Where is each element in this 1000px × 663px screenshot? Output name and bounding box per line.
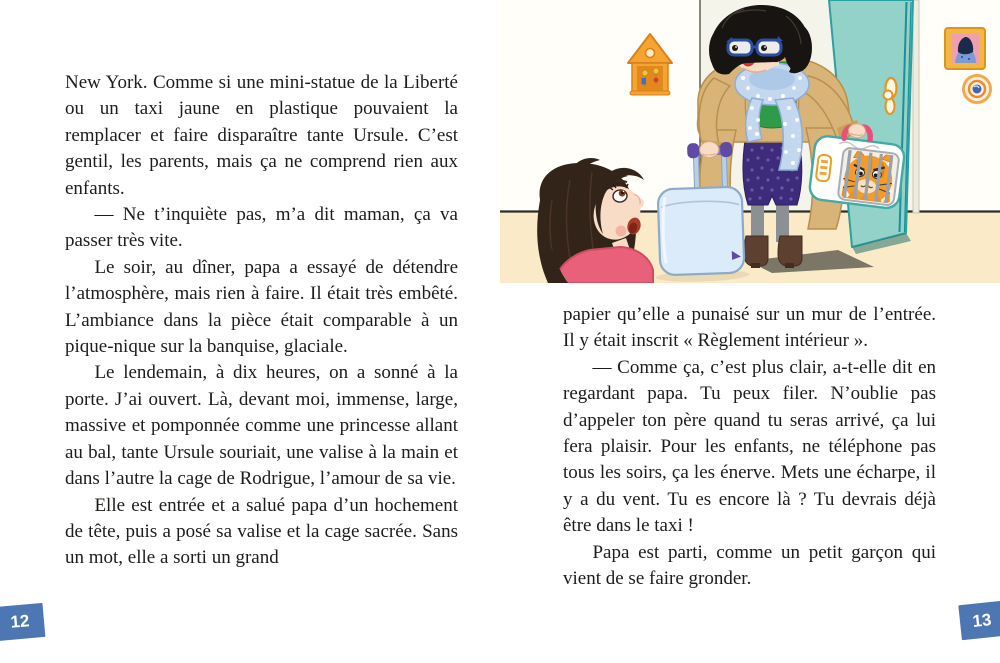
- wall-ornament: [964, 76, 991, 103]
- door-frame: [913, 0, 919, 213]
- page-number-badge-right: [958, 601, 1000, 640]
- picture-frame: [945, 28, 985, 69]
- paragraph: Papa est parti, comme un petit garçon qui vient de se faire gronder.: [563, 541, 936, 590]
- paragraph: Le lendemain, à dix heures, on a sonné à la porte. J’ai ouvert. Là, devant moi, immense, large, massive et pomponnée comme une princesse allant au bal, tante Ursule souriait, une valise à la main et dans l’autre la cage de Rodrigue, l’amour de sa vie.: [65, 362, 458, 490]
- illustration: [500, 0, 1000, 283]
- paragraph: New York. Comme si une mini-statue de la Liberté ou un taxi jaune en plastique pouvaient la remplacer et faire disparaître tante Ursule. C’est gentil, les parents, mais ça ne comprend rien aux enfants.: [65, 72, 458, 199]
- page-number-badge-left: [0, 603, 45, 641]
- right-page-text: [563, 302, 936, 592]
- left-page-text: [65, 70, 458, 572]
- paragraph: papier qu’elle a punaisé sur un mur de l’entrée. Il y était inscrit « Règlement intérieur ».: [563, 304, 936, 352]
- paragraph: — Comme ça, c’est plus clair, a-t-elle dit en regardant papa. Tu peux filer. N’oublie pas d’appeler ton père quand tu seras arrivé, ça lui fera plaisir. Pour les enfants, ne téléphone pas tous les soirs, ça les énerve. Mets une écharpe, il y a du vent. Tu es encore là ? Tu devrais déjà être dans le taxi !: [563, 356, 936, 537]
- paragraph: Le soir, au dîner, papa a essayé de détendre l’atmosphère, mais rien à faire. Il était très embêté. L’ambiance dans la pièce était comparable à un pique-nique sur la banquise, glaciale.: [65, 256, 458, 358]
- paragraph: Elle est entrée et a salué papa d’un hochement de tête, puis a posé sa valise et la cage sacrée. Sans un mot, elle a sorti un grand: [65, 494, 458, 569]
- door-handle: [884, 78, 897, 114]
- page-number: 13: [971, 609, 993, 631]
- page-number: 12: [9, 611, 31, 632]
- aunt-hand: [699, 141, 719, 158]
- paragraph: — Ne t’inquiète pas, m’a dit maman, ça va passer très vite.: [65, 204, 458, 252]
